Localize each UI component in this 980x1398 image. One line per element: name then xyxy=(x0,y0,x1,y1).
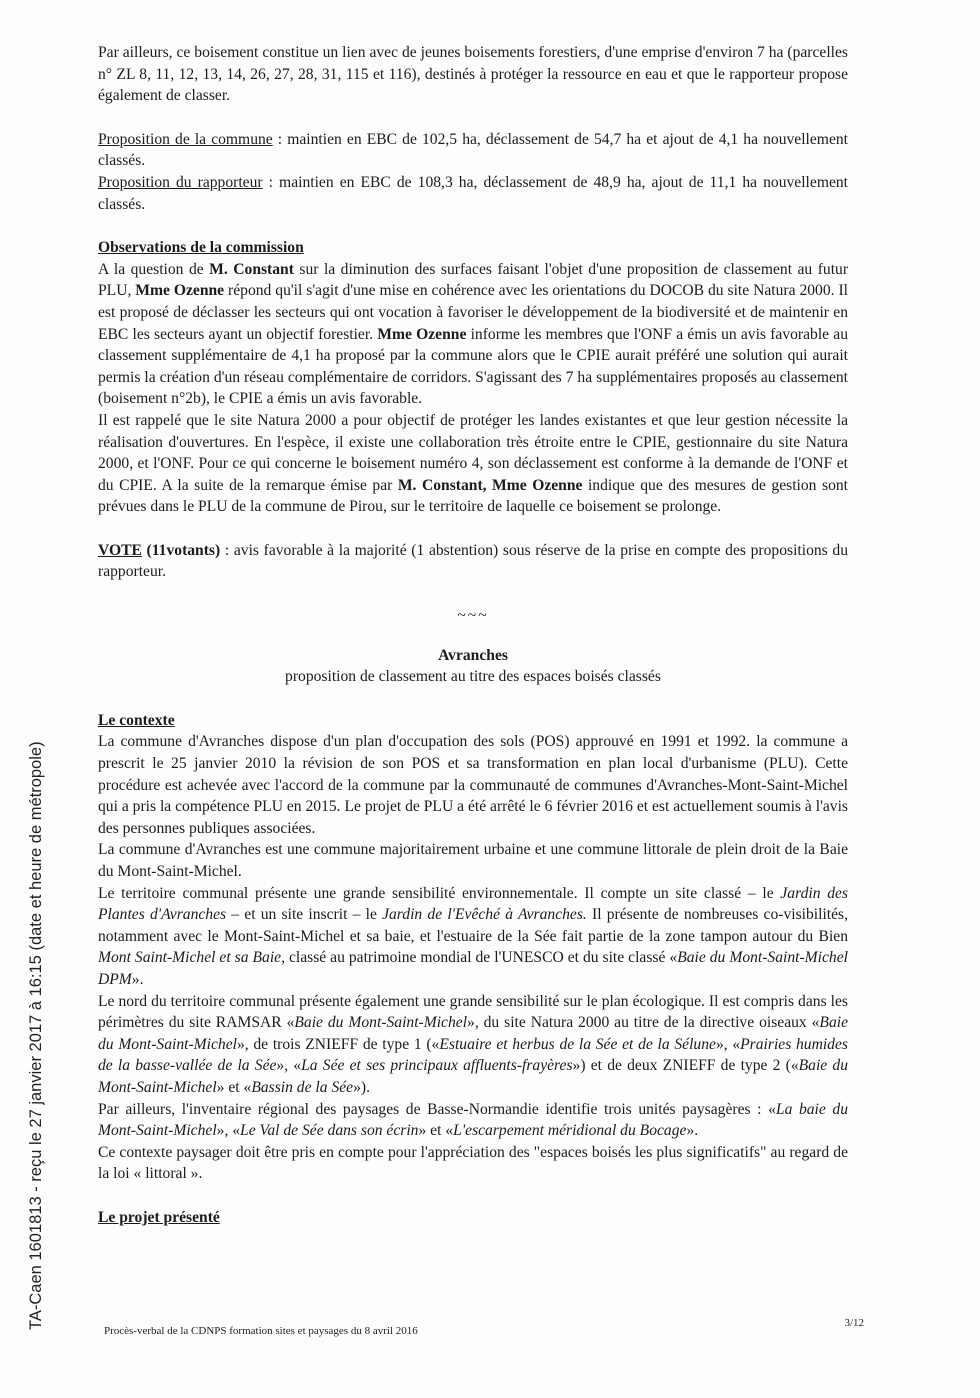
ctx-text: », « xyxy=(276,1057,302,1075)
proposition-commune-text: : maintien en EBC de 102,5 ha, déclassement de 54,7 ha et ajout de 4,1 ha nouvellement classés. xyxy=(98,130,848,170)
ctx-italic: La baie du Mont-Saint-Michel xyxy=(98,1100,848,1140)
ctx-italic: Baie du Mont-Saint-Michel xyxy=(98,1014,848,1053)
obs-text: sur la diminution des surfaces faisant l'objet d'une proposition de classement au futur PLU, xyxy=(98,260,849,300)
footer-document-title: Procès-verbal de la CDNPS formation sites et paysages du 8 avril 2016 xyxy=(104,1325,418,1337)
ctx-text: classé au patrimoine mondial de l'UNESCO et du site classé « xyxy=(284,949,678,967)
vote-label: VOTE xyxy=(98,541,142,559)
name-ozenne: Mme Ozenne xyxy=(377,325,467,343)
ctx-text: Il présente de nombreuses co-visibilités, notamment avec le Mont-Saint-Michel et sa baie, et l'estuaire de la Sée fait partie de la zone tampon autour du Bien xyxy=(98,906,848,945)
paragraph-boisement: Par ailleurs, ce boisement constitue un lien avec de jeunes boisements forestiers, d'une emprise d'environ 7 ha (parcelles n° ZL 8, 11, 12, 13, 14, 26, 27, 28, 31, 115 et 116), destinés à protéger la ressource en eau et que le rapporteur propose également de classer. xyxy=(98,44,848,105)
vote-count: (11votants) xyxy=(141,541,221,559)
ctx-text: Par ailleurs, l'inventaire régional des paysages de Basse-Normandie identifie trois unités paysagères : « xyxy=(98,1100,776,1118)
ctx-text: ». xyxy=(131,970,144,988)
ctx-text: Le territoire communal présente une grande sensibilité environnementale. Il compte un site classé – le xyxy=(98,884,781,902)
section-separator: ~~~ xyxy=(457,607,489,625)
contexte-paragraph-4 xyxy=(98,991,848,1099)
ctx-italic: Jardin des Plantes d'Avranches xyxy=(98,884,849,924)
ctx-italic: Baie du Mont-Saint-Michel xyxy=(98,1057,849,1096)
ctx-italic: Baie du Mont-Saint-Michel xyxy=(294,1014,468,1032)
contexte-paragraph-3 xyxy=(98,883,848,991)
receipt-stamp: TA-Caen 1601813 - reçu le 27 janvier 2017 à 16:15 (date et heure de métropole) xyxy=(27,741,45,1330)
ctx-text: »). xyxy=(353,1078,370,1096)
vote-text: : avis favorable à la majorité (1 abstention) sous réserve de la prise en compte des propositions du rapporteur. xyxy=(98,541,848,581)
ctx-italic: L'escarpement méridional du Bocage xyxy=(453,1122,687,1140)
name-constant-ozenne: M. Constant, Mme Ozenne xyxy=(397,476,583,494)
contexte-heading: Le contexte xyxy=(98,711,175,729)
section-subtitle: proposition de classement au titre des espaces boisés classés xyxy=(285,668,661,686)
name-ozenne: Mme Ozenne xyxy=(135,282,225,300)
ctx-text: », « xyxy=(715,1035,741,1053)
ctx-text: ». xyxy=(686,1122,699,1140)
proposition-rapporteur-text: : maintien en EBC de 108,3 ha, déclassement de 48,9 ha, ajout de 11,1 ha nouvellement classés. xyxy=(98,173,848,213)
ctx-italic: Prairies humides de la basse-vallée de la Sée xyxy=(98,1035,848,1075)
name-constant: M. Constant xyxy=(209,260,294,278)
contexte-paragraph-5 xyxy=(98,1099,848,1142)
page-body xyxy=(98,42,848,1229)
ctx-italic: Le Val de Sée dans son écrin xyxy=(240,1122,419,1140)
observations-paragraph-2 xyxy=(98,410,848,518)
proposition-rapporteur xyxy=(98,172,848,215)
ctx-text: » et « xyxy=(216,1078,252,1096)
contexte-paragraph-2: La commune d'Avranches est une commune majoritairement urbaine et une commune littorale de plein droit de la Baie du Mont-Saint-Michel. xyxy=(98,841,848,880)
ctx-italic: Mont Saint-Michel et sa Baie, xyxy=(98,949,285,967)
page-number: 3/12 xyxy=(844,1317,864,1329)
obs-text: répond qu'il s'agit d'une mise en cohérence avec les orientations du DOCOB du site Natura 2000. Il est proposé de déclasser les secteurs qui ont vocation à favoriser le développement de la biodiversité et de maintenir en EBC les secteurs ayant un objectif forestier. xyxy=(98,282,849,343)
ctx-italic: Baie du Mont-Saint-Michel DPM xyxy=(98,949,848,988)
observations-heading: Observations de la commission xyxy=(98,239,304,257)
ctx-text: », du site Natura 2000 au titre de la directive oiseaux « xyxy=(467,1014,820,1032)
ctx-text: ») et de deux ZNIEFF de type 2 (« xyxy=(572,1057,799,1075)
ctx-italic: Bassin de la Sée xyxy=(251,1078,354,1096)
obs-text: Il est rappelé que le site Natura 2000 a pour objectif de protéger les landes existantes et que leur gestion nécessite la réalisation d'ouvertures. En l'espèce, il existe une collaboration très étroite entre le CPIE, gestionnaire du site Natura 2000, et l'ONF. Pour ce qui concerne le boisement numéro 4, son déclassement est conforme à la demande de l'ONF et du CPIE. A la suite de la remarque émise par xyxy=(98,411,848,494)
ctx-italic: Estuaire et herbus de la Sée et de la Sélune xyxy=(439,1035,716,1053)
ctx-italic: Jardin de l'Evêché à Avranches. xyxy=(382,906,587,924)
ctx-italic: La Sée et ses principaux affluents-frayères xyxy=(301,1057,573,1075)
proposition-commune xyxy=(98,129,848,172)
contexte-paragraph-6: Ce contexte paysager doit être pris en compte pour l'appréciation des "espaces boisés les plus significatifs" au regard de la loi « littoral ». xyxy=(98,1143,848,1183)
proposition-rapporteur-label: Proposition du rapporteur xyxy=(98,173,263,191)
ctx-text: », « xyxy=(216,1122,241,1140)
observations-paragraph-1 xyxy=(98,259,848,410)
ctx-text: Le nord du territoire communal présente également une grande sensibilité sur le plan écologique. Il est compris dans les périmètres du site RAMSAR « xyxy=(98,992,848,1032)
obs-text: informe les membres que l'ONF a émis un avis favorable au classement supplémentaire de 4,1 ha proposé par la commune alors que le CPIE aurait préféré une solution qui aurait permis la création d'un réseau complémentaire de corridors. S'agissant des 7 ha supplémentaires proposés au classement (boisement n°2b), le CPIE a émis un avis favorable. xyxy=(98,325,849,408)
proposition-commune-label: Proposition de la commune xyxy=(98,130,273,148)
ctx-text: » et « xyxy=(418,1122,454,1140)
vote-paragraph xyxy=(98,540,848,583)
contexte-paragraph-1: La commune d'Avranches dispose d'un plan d'occupation des sols (POS) approuvé en 1991 et 1992. la commune a prescrit le 25 janvier 2010 la révision de son POS et sa transformation en plan local d'urbanisme (PLU). Cette procédure est achevée avec l'accord de la commune par la communauté de communes d'Avranches-Mont-Saint-Michel qui a pris la compétence PLU en 2015. Le projet de PLU a été arrêté le 6 février 2016 et est actuellement soumis à l'avis des personnes publiques associées. xyxy=(98,733,848,837)
obs-text: indique que des mesures de gestion sont prévues dans le PLU de la commune de Pirou, sur le territoire de laquelle ce boisement se prolonge. xyxy=(98,476,848,516)
projet-heading: Le projet présenté xyxy=(98,1208,220,1226)
ctx-text: », de trois ZNIEFF de type 1 (« xyxy=(236,1035,440,1053)
ctx-text: – et un site inscrit – le xyxy=(226,906,383,924)
section-title: Avranches xyxy=(438,646,508,664)
obs-text: A la question de xyxy=(98,260,210,278)
